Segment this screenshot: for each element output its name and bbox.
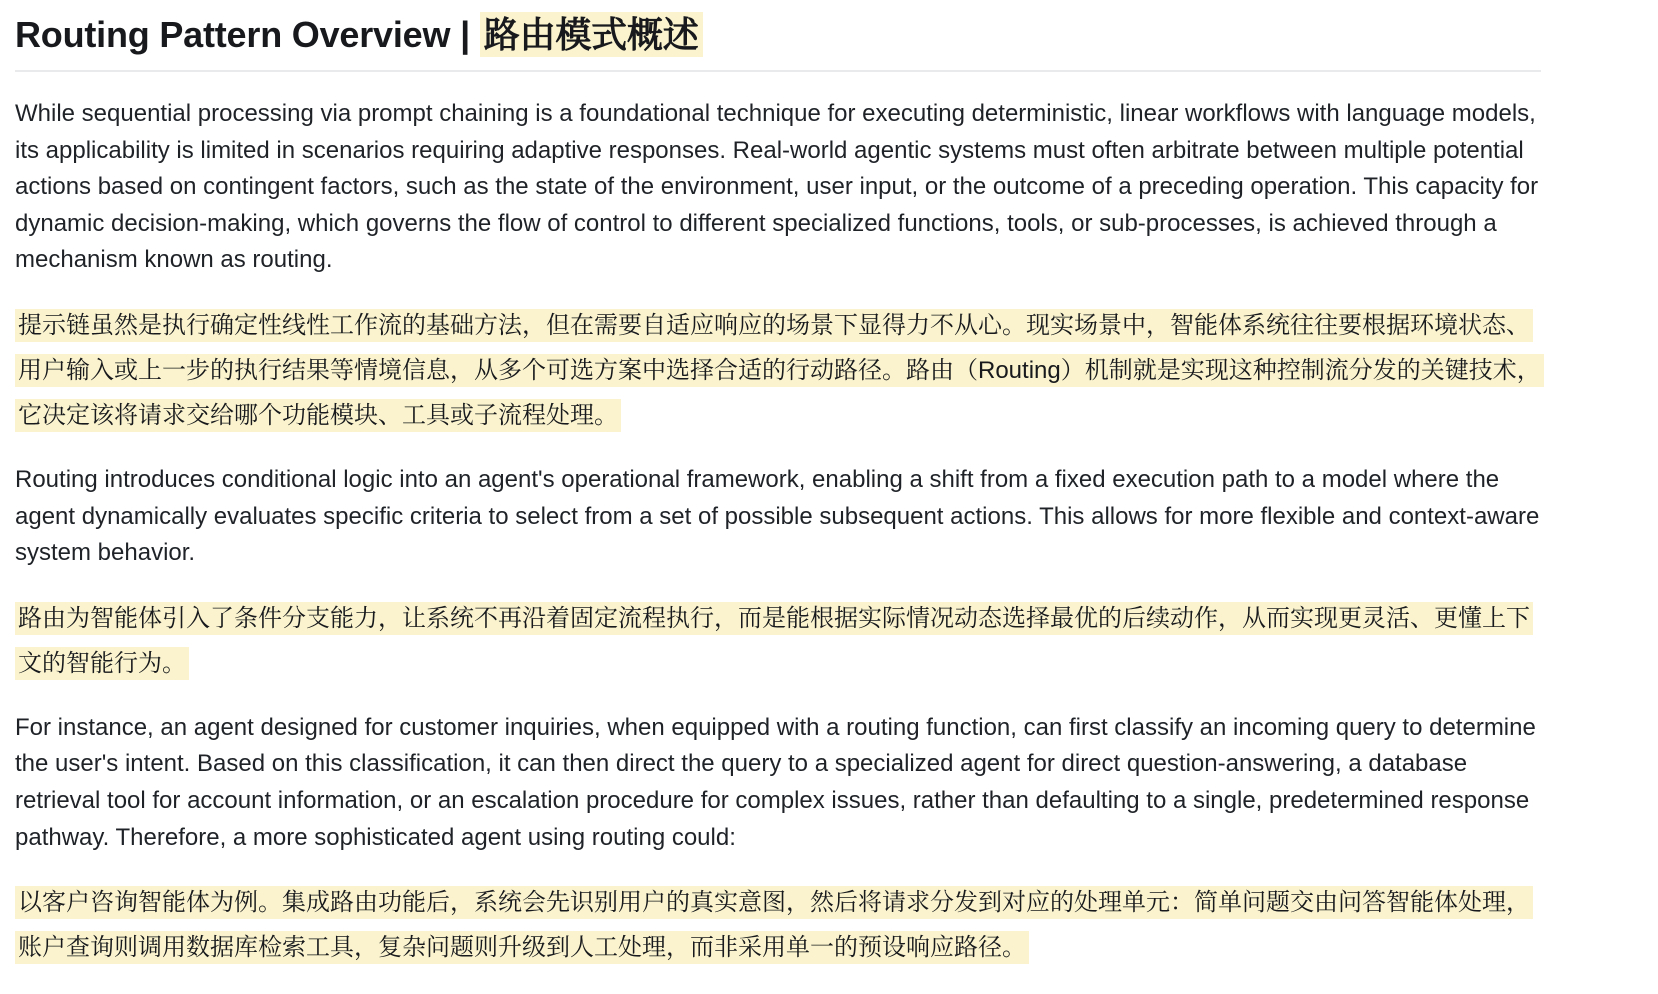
paragraph-english-2: Routing introduces conditional logic into an agent's operational framework, enabling a shift from a fixed execution path to a model where the agent dynamically evaluates specific criteria to select from a set of possible subsequent actions. This allows for more flexible and context-aware system behavior. [15, 466, 1540, 567]
page-title-english: Routing Pattern Overview | [15, 14, 480, 55]
highlight-chinese-2: 路由为智能体引入了条件分支能力，让系统不再沿着固定流程执行，而是能根据实际情况动态选择最优的后续动作，从而实现更灵活、更懂上下文的智能行为。 [15, 602, 1533, 680]
paragraph-english-1: While sequential processing via prompt chaining is a foundational technique for executing deterministic, linear workflows with language models, its applicability is limited in scenarios requiring adaptive responses. Real-world agentic systems must often arbitrate between multiple potential actions based on contingent factors, such as the state of the environment, user input, or the outcome of a preceding operation. This capacity for dynamic decision-making, which governs the flow of control to different specialized functions, tools, or sub-processes, is achieved through a mechanism known as routing. [15, 100, 1539, 274]
paragraph-chinese-3 [15, 880, 1541, 970]
highlight-chinese-3: 以客户咨询智能体为例。集成路由功能后，系统会先识别用户的真实意图，然后将请求分发到对应的处理单元：简单问题交由问答智能体处理，账户查询则调用数据库检索工具，复杂问题则升级到人工处理，而非采用单一的预设响应路径。 [15, 886, 1533, 964]
page-title-chinese-highlight: 路由模式概述 [480, 12, 703, 57]
paragraph-english-3: For instance, an agent designed for customer inquiries, when equipped with a routing function, can first classify an incoming query to determine the user's intent. Based on this classification, it can then direct the query to a specialized agent for direct question-answering, a database retrieval tool for account information, or an escalation procedure for complex issues, rather than defaulting to a single, predetermined response pathway. Therefore, a more sophisticated agent using routing could: [15, 713, 1536, 851]
paragraph-chinese-1 [15, 303, 1541, 438]
highlight-chinese-1: 提示链虽然是执行确定性线性工作流的基础方法，但在需要自适应响应的场景下显得力不从心。现实场景中，智能体系统往往要根据环境状态、用户输入或上一步的执行结果等情境信息，从多个可选方案中选择合适的行动路径。路由（Routing）机制就是实现这种控制流分发的关键技术，它决定该将请求交给哪个功能模块、工具或子流程处理。 [15, 309, 1544, 432]
page-title [15, 12, 1541, 72]
document-page [15, 0, 1541, 970]
paragraph-chinese-2 [15, 596, 1541, 686]
